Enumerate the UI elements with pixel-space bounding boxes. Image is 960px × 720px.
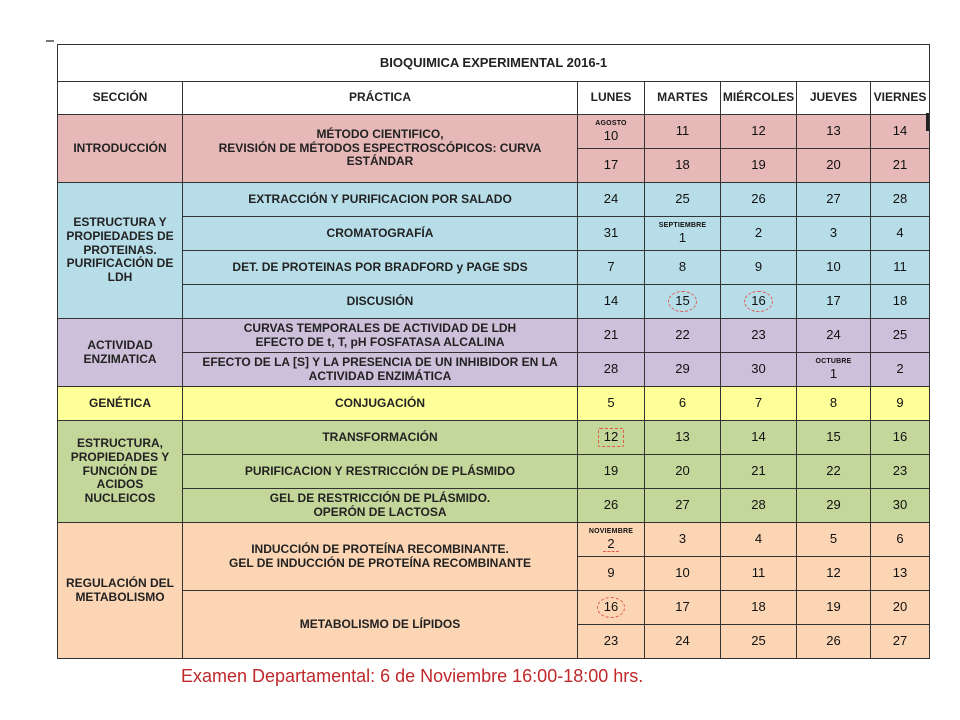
month-label: AGOSTO <box>595 119 627 127</box>
day-number: 17 <box>826 293 841 309</box>
day-cell-friday <box>871 387 930 421</box>
day-number: 21 <box>751 463 766 479</box>
day-number: 20 <box>826 157 841 173</box>
day-number: 24 <box>826 327 841 343</box>
day-cell-wednesday <box>721 421 797 455</box>
day-cell-monday <box>578 455 645 489</box>
day-cell-thursday <box>797 285 871 319</box>
day-cell-wednesday <box>721 285 797 319</box>
schedule-row <box>58 489 930 523</box>
schedule-row <box>58 421 930 455</box>
practice-label: EXTRACCIÓN Y PURIFICACION POR SALADO <box>248 191 512 206</box>
day-number: 10 <box>826 259 841 275</box>
day-number: 14 <box>892 123 908 139</box>
section-name: GENÉTICA <box>88 395 151 410</box>
header-day-friday: VIERNES <box>871 82 930 115</box>
day-cell-friday <box>871 523 930 557</box>
day-cell-friday <box>871 251 930 285</box>
day-number: 30 <box>892 497 908 513</box>
day-cell-thursday <box>797 421 871 455</box>
day-cell-friday <box>871 625 930 659</box>
schedule-row <box>58 455 930 489</box>
day-number: 26 <box>826 633 841 649</box>
day-cell-monday <box>578 387 645 421</box>
day-number: 19 <box>603 463 619 479</box>
day-number: 22 <box>826 463 841 479</box>
day-number: 11 <box>893 259 907 275</box>
day-cell-monday <box>578 115 645 149</box>
schedule-row <box>58 251 930 285</box>
day-cell-friday <box>871 455 930 489</box>
month-label: NOVIEMBRE <box>588 527 634 535</box>
day-cell-friday <box>871 489 930 523</box>
day-number: 28 <box>603 361 619 377</box>
schedule-row <box>58 353 930 387</box>
practice-cell <box>183 387 578 421</box>
day-number: 13 <box>826 123 841 139</box>
edge-artifact <box>926 113 929 131</box>
day-number: 27 <box>675 497 690 513</box>
day-number: 10 <box>675 565 690 581</box>
day-number: 21 <box>892 157 908 173</box>
day-number: 24 <box>603 191 619 207</box>
day-cell-monday <box>578 557 645 591</box>
schedule-row <box>58 183 930 217</box>
day-cell-monday <box>578 183 645 217</box>
section-cell <box>58 319 183 387</box>
section-cell <box>58 387 183 421</box>
header-practice: PRÁCTICA <box>183 82 578 115</box>
day-number: 2 <box>754 225 763 241</box>
day-cell-tuesday <box>645 115 721 149</box>
day-cell-friday <box>871 353 930 387</box>
schedule-row <box>58 523 930 557</box>
practice-label: CONJUGACIÓN <box>334 395 425 410</box>
day-number: 13 <box>892 565 908 581</box>
month-label: SEPTIEMBRE <box>658 221 707 229</box>
day-cell-tuesday <box>645 251 721 285</box>
day-number: 27 <box>892 633 908 649</box>
day-number-boxed: 12 <box>598 428 624 447</box>
day-cell-tuesday <box>645 353 721 387</box>
header-section: SECCIÓN <box>58 82 183 115</box>
day-number: 20 <box>675 463 690 479</box>
day-number: 11 <box>751 565 766 581</box>
day-number: 25 <box>675 191 690 207</box>
day-number: 14 <box>603 293 619 309</box>
day-cell-thursday <box>797 251 871 285</box>
day-cell-tuesday <box>645 285 721 319</box>
day-cell-tuesday <box>645 489 721 523</box>
day-number: 5 <box>829 531 838 547</box>
month-label: OCTUBRE <box>815 357 852 365</box>
day-cell-monday <box>578 489 645 523</box>
day-cell-thursday <box>797 523 871 557</box>
day-cell-wednesday <box>721 523 797 557</box>
day-number: 18 <box>675 157 690 173</box>
day-cell-tuesday <box>645 625 721 659</box>
table-title: BIOQUIMICA EXPERIMENTAL 2016-1 <box>58 45 930 82</box>
day-number: 6 <box>678 395 687 411</box>
schedule-row <box>58 387 930 421</box>
header-day-tuesday: MARTES <box>645 82 721 115</box>
schedule-row <box>58 115 930 149</box>
day-cell-friday <box>871 183 930 217</box>
day-cell-tuesday <box>645 387 721 421</box>
schedule-row <box>58 591 930 625</box>
day-cell-friday <box>871 149 930 183</box>
day-cell-monday <box>578 319 645 353</box>
schedule-row <box>58 217 930 251</box>
day-number: 23 <box>892 463 908 479</box>
schedule-table <box>57 44 930 659</box>
day-cell-tuesday <box>645 455 721 489</box>
day-cell-tuesday <box>645 149 721 183</box>
day-number: 20 <box>892 599 908 615</box>
practice-label: METABOLISMO DE LÍPIDOS <box>299 616 461 631</box>
day-number: 9 <box>607 565 615 581</box>
day-cell-tuesday <box>645 421 721 455</box>
day-cell-wednesday <box>721 149 797 183</box>
practice-cell <box>183 421 578 455</box>
day-cell-wednesday <box>721 625 797 659</box>
section-name: ESTRUCTURA Y PROPIEDADES DE PROTEINAS. PURIFICACIÓN DE LDH <box>66 215 174 285</box>
day-number: 5 <box>607 395 615 411</box>
section-name: ACTIVIDAD ENZIMATICA <box>83 337 157 366</box>
exam-footer: Examen Departamental: 6 de Noviembre 16:00-18:00 hrs. <box>181 666 644 686</box>
day-cell-monday <box>578 285 645 319</box>
day-cell-friday <box>871 115 930 149</box>
day-cell-wednesday <box>721 353 797 387</box>
day-number: 7 <box>754 395 763 411</box>
day-cell-wednesday <box>721 217 797 251</box>
day-number: 14 <box>751 429 766 445</box>
day-number-circled: 16 <box>744 291 772 312</box>
day-number: 31 <box>603 225 619 241</box>
practice-label: CROMATOGRAFÍA <box>326 225 434 240</box>
day-number: 1 <box>678 229 687 245</box>
day-cell-wednesday <box>721 591 797 625</box>
day-number: 29 <box>675 361 690 377</box>
practice-cell <box>183 353 578 387</box>
practice-cell <box>183 523 578 591</box>
day-cell-thursday <box>797 149 871 183</box>
day-cell-wednesday <box>721 183 797 217</box>
day-number: 24 <box>675 633 690 649</box>
day-cell-monday <box>578 523 645 557</box>
day-number: 23 <box>603 633 619 649</box>
day-cell-thursday <box>797 489 871 523</box>
day-cell-tuesday <box>645 217 721 251</box>
schedule-body <box>58 115 930 659</box>
section-name: ESTRUCTURA, PROPIEDADES Y FUNCIÓN DE ACIDOS NUCLEICOS <box>70 436 170 506</box>
practice-label: DET. DE PROTEINAS POR BRADFORD y PAGE SDS <box>232 259 528 274</box>
day-number: 9 <box>896 395 904 411</box>
day-number: 26 <box>603 497 619 513</box>
practice-label: MÉTODO CIENTIFICO, REVISIÓN DE MÉTODOS ESPECTROSCÓPICOS: CURVA ESTÁNDAR <box>218 126 542 169</box>
day-cell-tuesday <box>645 557 721 591</box>
day-cell-monday <box>578 625 645 659</box>
day-cell-tuesday <box>645 523 721 557</box>
section-name: REGULACIÓN DEL METABOLISMO <box>66 575 174 604</box>
day-number: 21 <box>603 327 619 343</box>
day-number: 29 <box>826 497 841 513</box>
section-cell <box>58 183 183 319</box>
practice-cell <box>183 455 578 489</box>
day-number: 25 <box>892 327 908 343</box>
day-number: 23 <box>751 327 766 343</box>
day-number: 19 <box>826 599 841 615</box>
day-cell-thursday <box>797 115 871 149</box>
corner-artifact <box>46 40 54 42</box>
schedule-row <box>58 319 930 353</box>
day-cell-wednesday <box>721 251 797 285</box>
practice-cell <box>183 251 578 285</box>
day-number: 25 <box>751 633 766 649</box>
day-cell-wednesday <box>721 455 797 489</box>
practice-cell <box>183 285 578 319</box>
day-number: 8 <box>678 259 687 275</box>
day-cell-friday <box>871 217 930 251</box>
day-cell-tuesday <box>645 591 721 625</box>
day-cell-friday <box>871 591 930 625</box>
day-number: 11 <box>675 123 690 139</box>
practice-label: PURIFICACION Y RESTRICCIÓN DE PLÁSMIDO <box>244 463 516 478</box>
day-number: 19 <box>751 157 766 173</box>
practice-cell <box>183 489 578 523</box>
day-number: 10 <box>603 127 619 143</box>
day-cell-monday <box>578 353 645 387</box>
day-cell-thursday <box>797 591 871 625</box>
day-number-circled: 16 <box>597 597 625 618</box>
day-number: 27 <box>826 191 841 207</box>
day-number: 17 <box>675 599 690 615</box>
day-cell-thursday <box>797 455 871 489</box>
practice-label: GEL DE RESTRICCIÓN DE PLÁSMIDO. OPERÓN DE LACTOSA <box>269 490 491 519</box>
day-cell-monday <box>578 591 645 625</box>
day-cell-wednesday <box>721 115 797 149</box>
header-day-thursday: JUEVES <box>797 82 871 115</box>
day-cell-friday <box>871 285 930 319</box>
section-cell <box>58 115 183 183</box>
day-number-underlined: 2 <box>603 536 618 552</box>
day-cell-monday <box>578 421 645 455</box>
day-number: 13 <box>675 429 690 445</box>
day-number: 22 <box>675 327 690 343</box>
day-cell-wednesday <box>721 387 797 421</box>
day-number: 4 <box>896 225 904 241</box>
practice-cell <box>183 217 578 251</box>
day-number: 1 <box>829 365 838 381</box>
day-number: 12 <box>751 123 766 139</box>
practice-cell <box>183 115 578 183</box>
day-number: 28 <box>751 497 766 513</box>
practice-label: INDUCCIÓN DE PROTEÍNA RECOMBINANTE. GEL DE INDUCCIÓN DE PROTEÍNA RECOMBINANTE <box>228 541 531 570</box>
day-number: 12 <box>826 565 841 581</box>
header-day-monday: LUNES <box>578 82 645 115</box>
day-cell-monday <box>578 149 645 183</box>
day-number: 3 <box>829 225 838 241</box>
day-cell-thursday <box>797 319 871 353</box>
day-cell-thursday <box>797 387 871 421</box>
header-day-wednesday: MIÉRCOLES <box>721 82 797 115</box>
day-number: 16 <box>892 429 908 445</box>
practice-label: EFECTO DE LA [S] Y LA PRESENCIA DE UN INHIBIDOR EN LA ACTIVIDAD ENZIMÁTICA <box>202 354 558 383</box>
day-cell-tuesday <box>645 319 721 353</box>
practice-label: TRANSFORMACIÓN <box>322 429 438 444</box>
day-number-circled: 15 <box>668 291 696 312</box>
day-number: 30 <box>751 361 766 377</box>
day-number: 17 <box>603 157 619 173</box>
day-cell-friday <box>871 319 930 353</box>
section-name: INTRODUCCIÓN <box>73 140 167 155</box>
day-number: 26 <box>751 191 766 207</box>
day-cell-thursday <box>797 557 871 591</box>
day-cell-tuesday <box>645 183 721 217</box>
day-number: 9 <box>754 259 763 275</box>
day-number: 18 <box>892 293 908 309</box>
day-number: 7 <box>607 259 615 275</box>
section-cell <box>58 523 183 659</box>
day-cell-thursday <box>797 217 871 251</box>
day-cell-thursday <box>797 183 871 217</box>
day-number: 4 <box>754 531 763 547</box>
practice-cell <box>183 319 578 353</box>
day-number: 6 <box>896 531 904 547</box>
day-cell-friday <box>871 557 930 591</box>
day-number: 28 <box>892 191 908 207</box>
day-cell-monday <box>578 251 645 285</box>
practice-label: CURVAS TEMPORALES DE ACTIVIDAD DE LDH EFECTO DE t, T, pH FOSFATASA ALCALINA <box>243 320 517 349</box>
day-cell-thursday <box>797 625 871 659</box>
practice-cell <box>183 591 578 659</box>
day-cell-wednesday <box>721 319 797 353</box>
schedule-row <box>58 285 930 319</box>
day-cell-thursday <box>797 353 871 387</box>
day-cell-friday <box>871 421 930 455</box>
day-cell-wednesday <box>721 489 797 523</box>
day-number: 3 <box>678 531 687 547</box>
day-number: 18 <box>751 599 766 615</box>
day-number: 15 <box>826 429 841 445</box>
practice-cell <box>183 183 578 217</box>
section-cell <box>58 421 183 523</box>
practice-label: DISCUSIÓN <box>346 293 414 308</box>
day-number: 8 <box>829 395 838 411</box>
day-cell-monday <box>578 217 645 251</box>
day-cell-wednesday <box>721 557 797 591</box>
day-number: 2 <box>896 361 904 377</box>
